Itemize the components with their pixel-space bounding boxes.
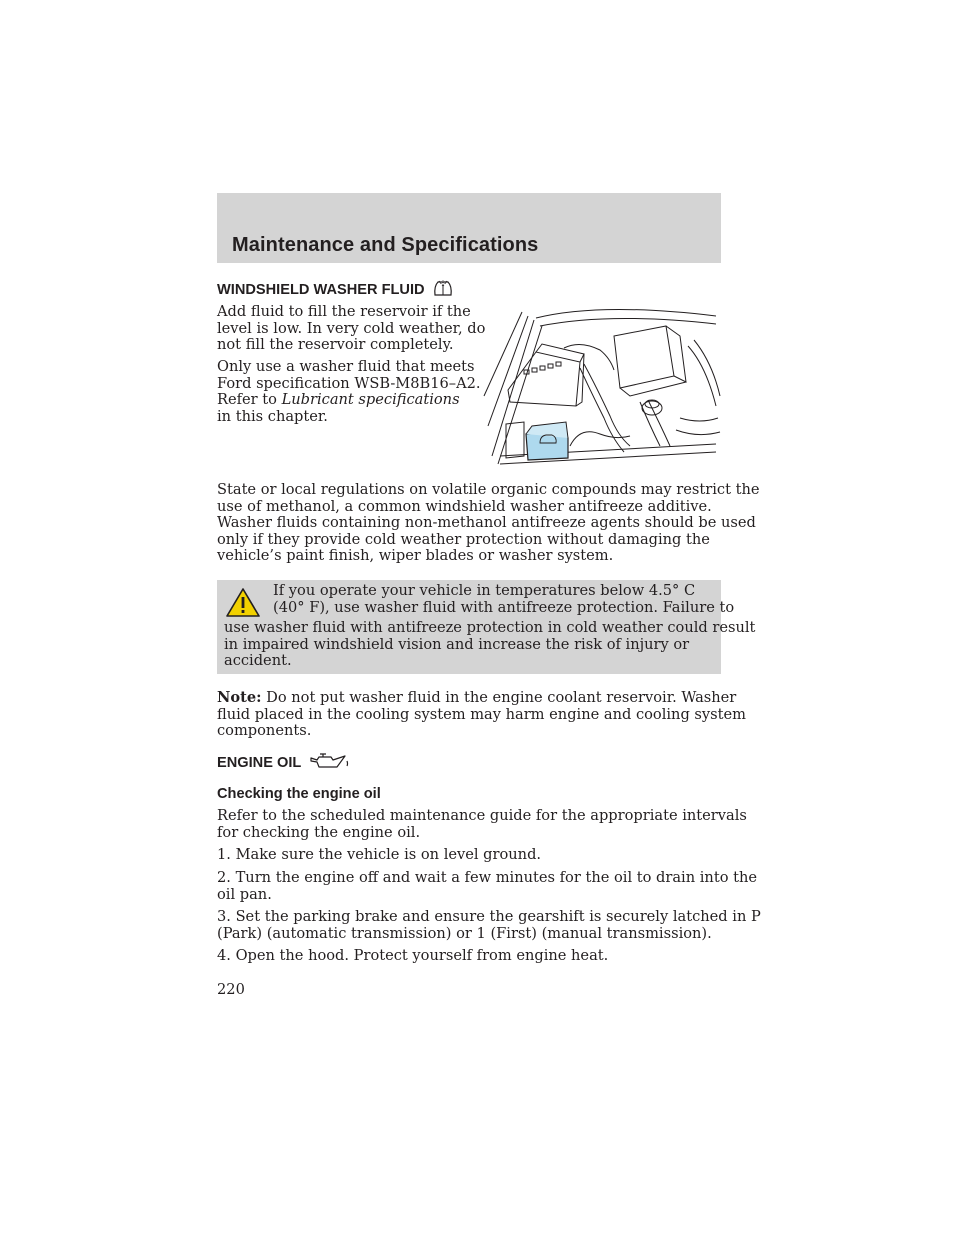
text-line: 2. Turn the engine off and wait a few minutes for the oil to drain into the [217, 869, 758, 886]
note-label: Note: [217, 689, 262, 706]
text-line: vehicle’s paint finish, wiper blades or washer system. [217, 547, 614, 565]
section-header-band [217, 193, 721, 263]
text-line: oil pan. [217, 885, 272, 903]
refer-text: Refer to [217, 391, 282, 409]
text-line: (Park) (automatic transmission) or 1 (First) (manual transmission). [217, 924, 712, 942]
note-paragraph [217, 689, 746, 740]
text-line: in impaired windshield vision and increase the risk of injury or [224, 635, 690, 653]
text-line: 1. Make sure the vehicle is on level ground. [217, 846, 542, 863]
text-line: only if they provide cold weather protection without damaging the [217, 530, 710, 548]
text-line: 3. Set the parking brake and ensure the gearshift is securely latched in P [217, 908, 761, 925]
text-line: If you operate your vehicle in temperatures below 4.5° C [273, 582, 696, 599]
note-text: Do not put washer fluid in the engine coolant reservoir. Washer [261, 689, 737, 706]
text-line: use of methanol, a common windshield washer antifreeze additive. [217, 497, 712, 515]
page-title: Maintenance and Specifications [232, 234, 539, 256]
text-line [217, 392, 477, 409]
text-line [217, 689, 737, 707]
text-line: Refer to the scheduled maintenance guide for the appropriate intervals [217, 807, 747, 824]
text-line: use washer fluid with antifreeze protection in cold weather could result [224, 619, 756, 636]
text-line: (40° F), use washer fluid with antifreeze protection. Failure to [273, 598, 735, 616]
oil-step-3 [217, 908, 761, 942]
text-line: accident. [224, 652, 292, 670]
warning-box [217, 580, 756, 674]
text-line: components. [217, 722, 312, 740]
lubricant-spec-reference: Lubricant specifications [281, 391, 460, 409]
washer-para-3 [217, 481, 760, 565]
page-number: 220 [217, 981, 245, 998]
text-line: for checking the engine oil. [217, 823, 421, 841]
engine-oil-heading [217, 753, 351, 771]
warning-text [224, 582, 756, 670]
text-line: Washer fluids containing non-methanol antifreeze agents should be used [217, 514, 756, 532]
oil-step-1 [217, 847, 721, 864]
text-line: not fill the reservoir completely. [217, 336, 454, 354]
washer-reservoir-highlight [526, 422, 568, 460]
warning-triangle-icon [224, 586, 262, 620]
oil-intro-paragraph [217, 807, 747, 841]
oil-step-4 [217, 948, 721, 965]
text-line: in this chapter. [217, 407, 328, 425]
engine-compartment-illustration [480, 306, 721, 466]
oil-can-icon [309, 753, 351, 771]
washer-para-2 [217, 358, 481, 425]
text-line: Only use a washer fluid that meets [217, 358, 475, 375]
text-line: Add fluid to fill the reservoir if the [217, 303, 471, 320]
text-line: fluid placed in the cooling system may harm engine and cooling system [217, 705, 746, 723]
text-line: Ford specification WSB-M8B16–A2. [217, 374, 481, 392]
checking-oil-subheading: Checking the engine oil [217, 786, 381, 802]
washer-para-1 [217, 303, 486, 354]
windshield-washer-icon [432, 278, 454, 298]
engine-oil-heading-text: ENGINE OIL [217, 755, 302, 771]
text-line: 4. Open the hood. Protect yourself from engine heat. [217, 947, 609, 964]
text-line: level is low. In very cold weather, do [217, 319, 486, 337]
oil-step-2 [217, 869, 758, 903]
text-line: State or local regulations on volatile organic compounds may restrict the [217, 481, 760, 498]
washer-fluid-heading-text: WINDSHIELD WASHER FLUID [217, 282, 425, 298]
washer-fluid-heading [217, 278, 454, 298]
